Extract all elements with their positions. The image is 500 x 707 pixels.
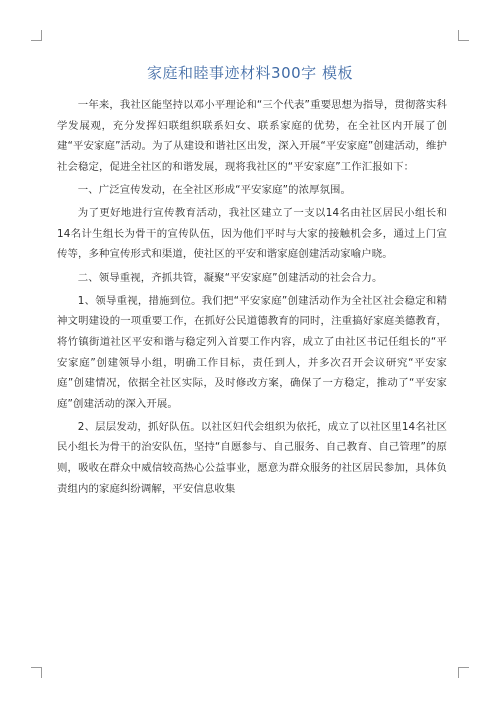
section-heading-2: 二、领导重视，齐抓共管，凝聚“平安家庭”创建活动的社会合力。: [77, 271, 383, 284]
crop-mark-bottom-left: [31, 667, 42, 678]
crop-mark-top-right: [458, 30, 469, 41]
crop-mark-top-left: [31, 30, 42, 41]
paragraph-publicity: 为了更好地进行宣传教育活动，我社区建立了一支以14名由社区居民小组长和14名计生组长为骨干的宣传队伍，因为他们平时与大家的接触机会多，通过上门宣传等，多种宣传形式和渠道，使社区的平安和谐家庭创建活动家喻户晓。: [57, 207, 447, 261]
paragraph-leadership: 1、领导重视，措施到位。我们把“平安家庭”创建活动作为全社区社会稳定和精神文明建设的一项重要工作，在抓好公民道德教育的同时，注重搞好家庭美德教育，将竹镇街道社区平安和谐与稳定列入首要工作内容，成立了由社区书记任组长的“平安家庭”创建领导小组，明确工作目标，责任到人，并多次召开会议研究“平安家庭”创建情况，依据全社区实际，及时修改方案，确保了一方稳定，推动了“平安家庭”创建活动的深入开展。: [57, 294, 447, 410]
document-body: [57, 95, 447, 502]
paragraph-mobilization: 2、层层发动，抓好队伍。以社区妇代会组织为依托，成立了以社区里14名社区民小组长为骨干的治安队伍，坚持“自愿参与、自己服务、自己教育、自己管理”的原则，吸收在群众中威信较高热心公益事业，愿意为群众服务的社区居民参加，具体负责组内的家庭纠纷调解，平安信息收集: [57, 420, 447, 495]
document-title: 家庭和睦事迹材料300字 模板: [147, 64, 353, 82]
paragraph-intro: 一年来，我社区能坚持以邓小平理论和“三个代表”重要思想为指导，贯彻落实科学发展观，充分发挥妇联组织联系妇女、联系家庭的优势，在全社区内开展了创建“平安家庭”活动。为了从建设和谐社区出发，深入开展“平安家庭”创建活动，维护社会稳定，促进全社区的和谐发展，现将我社区的“平安家庭”工作汇报如下：: [57, 99, 447, 173]
crop-mark-bottom-right: [458, 667, 469, 678]
section-heading-1: 一、广泛宣传发动，在全社区形成“平安家庭”的浓厚氛围。: [77, 183, 352, 196]
